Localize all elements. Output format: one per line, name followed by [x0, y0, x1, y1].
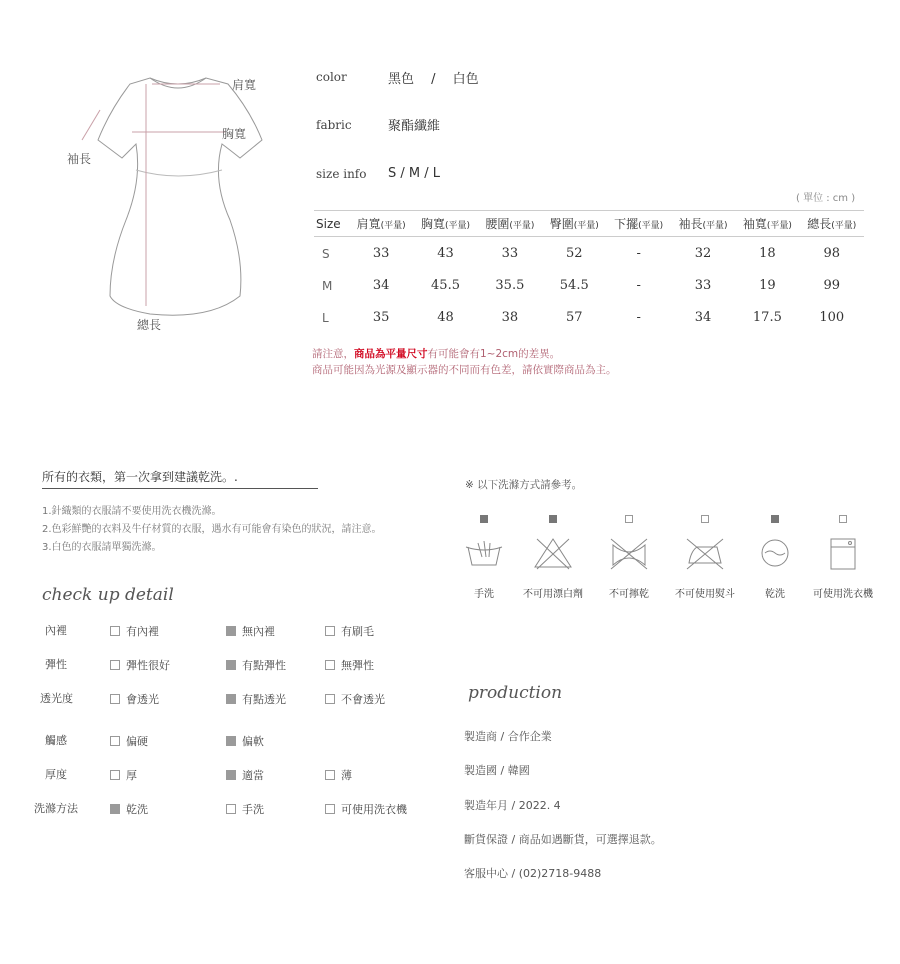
- checked-box-icon: [226, 660, 236, 670]
- table-cell: -: [636, 246, 641, 261]
- check-row-label: 透光度: [40, 692, 73, 705]
- wash-advice-title: 所有的衣類，第一次拿到建議乾洗。.: [42, 468, 318, 489]
- table-cell: 45.5: [431, 278, 460, 293]
- color-note: 商品可能因為光源及顯示器的不同而有色差，請依實際商品為主。: [312, 364, 617, 376]
- size-header: Size: [314, 211, 349, 237]
- care-item: [444, 515, 524, 600]
- check-row-label: 內裡: [45, 624, 67, 637]
- table-cell: 57: [565, 310, 583, 325]
- color-value: 黑色 / 白色: [388, 72, 479, 87]
- production-maker: 製造商 / 合作企業: [464, 730, 552, 743]
- table-cell: 17.5: [752, 310, 782, 325]
- unchecked-box-icon: [839, 515, 847, 523]
- table-cell: 100: [819, 310, 845, 325]
- shoulder-label: 肩寬: [232, 78, 257, 92]
- production-title: production: [468, 683, 563, 703]
- check-option: [226, 691, 286, 707]
- check-option-label: 偏軟: [242, 735, 264, 748]
- size-info-value: S / M / L: [388, 166, 440, 181]
- table-cell: -: [636, 278, 641, 293]
- checked-box-icon: [549, 515, 557, 523]
- checked-box-icon: [226, 626, 236, 636]
- table-cell: 48: [437, 310, 454, 325]
- check-option: [325, 767, 352, 783]
- check-option: [110, 767, 137, 783]
- unchecked-box-icon: [325, 804, 335, 814]
- header-chest: 胸寬(平量): [413, 211, 477, 237]
- wash-tip: 1.針織類的衣服請不要使用洗衣機洗滌。: [42, 506, 222, 517]
- check-option: [325, 691, 385, 707]
- header-waist: 腰圍(平量): [478, 211, 542, 237]
- production-service: 客服中心 / (02)2718-9488: [464, 867, 602, 880]
- size-table-header: [314, 211, 864, 237]
- production-country: 製造國 / 韓國: [464, 764, 530, 777]
- unchecked-box-icon: [226, 804, 236, 814]
- care-label: 手洗: [474, 589, 494, 600]
- check-option: [226, 733, 264, 749]
- check-up-title: check up detail: [42, 585, 174, 605]
- checked-box-icon: [226, 770, 236, 780]
- check-row-label: 厚度: [45, 768, 67, 781]
- table-cell: 33: [372, 246, 390, 261]
- check-option-label: 無內裡: [242, 625, 275, 638]
- chest-label: 胸寬: [222, 127, 247, 141]
- care-label: 乾洗: [765, 589, 785, 600]
- unchecked-box-icon: [325, 626, 335, 636]
- table-cell: 34: [694, 310, 712, 325]
- check-option: [110, 657, 170, 673]
- dress-diagram: [60, 70, 300, 340]
- care-item: [589, 515, 669, 600]
- check-option: [226, 767, 264, 783]
- table-cell: 33: [501, 246, 519, 261]
- production-guarantee: 斷貨保證 / 商品如遇斷貨，可選擇退款。: [464, 833, 662, 846]
- unchecked-box-icon: [325, 660, 335, 670]
- dry-clean-icon: [753, 535, 797, 573]
- care-label: 不可用漂白劑: [523, 589, 583, 600]
- check-row-label: 觸感: [45, 734, 67, 747]
- check-option-label: 無彈性: [341, 659, 374, 672]
- check-option-label: 會透光: [126, 693, 159, 706]
- check-option-label: 不會透光: [341, 693, 385, 706]
- check-option-label: 可使用洗衣機: [341, 803, 407, 816]
- size-info-label: size info: [316, 167, 367, 181]
- check-option: [325, 623, 374, 639]
- care-label: 不可使用熨斗: [675, 589, 735, 600]
- no-bleach-icon: [531, 535, 575, 573]
- care-label: 不可擰乾: [609, 589, 649, 600]
- header-sleeve-width: 袖寬(平量): [735, 211, 799, 237]
- checked-box-icon: [480, 515, 488, 523]
- table-cell: 34: [372, 278, 390, 293]
- table-cell: 33: [694, 278, 712, 293]
- unchecked-box-icon: [110, 660, 120, 670]
- check-option: [110, 733, 148, 749]
- care-item: [665, 515, 745, 600]
- check-option-label: 彈性很好: [126, 659, 170, 672]
- no-wring-icon: [607, 535, 651, 573]
- table-cell: 35: [372, 310, 390, 325]
- unit-note: ( 單位 : cm ): [796, 193, 856, 204]
- table-cell: 19: [759, 278, 776, 293]
- table-row: [314, 237, 864, 270]
- check-row-label: 洗滌方法: [34, 802, 78, 815]
- header-total-length: 總長(平量): [800, 211, 864, 237]
- table-cell: 54.5: [559, 278, 589, 293]
- check-option-label: 有點透光: [242, 693, 286, 706]
- size-note: 請注意，商品為平量尺寸有可能會有1~2cm的差異。: [312, 348, 561, 360]
- wash-tip: 3.白色的衣服請單獨洗滌。: [42, 542, 162, 553]
- fabric-label: fabric: [316, 118, 352, 132]
- check-option: [110, 691, 159, 707]
- unchecked-box-icon: [325, 770, 335, 780]
- check-option-label: 薄: [341, 769, 352, 782]
- care-reference-note: ※ 以下洗滌方式請參考。: [465, 479, 583, 491]
- size-cell: M: [322, 278, 333, 293]
- length-label: 總長: [137, 318, 162, 332]
- header-hem: 下擺(平量): [606, 211, 670, 237]
- wash-tip: 2.色彩鮮艷的衣料及牛仔材質的衣服，遇水有可能會有染色的狀況，請注意。: [42, 524, 382, 535]
- check-option: [325, 801, 407, 817]
- production-date: 製造年月 / 2022. 4: [464, 799, 561, 812]
- size-cell: S: [322, 246, 330, 261]
- color-label: color: [316, 70, 347, 84]
- checked-box-icon: [226, 736, 236, 746]
- check-option: [226, 801, 264, 817]
- table-row: [314, 301, 864, 333]
- table-row: [314, 269, 864, 301]
- check-option: [325, 657, 374, 673]
- care-item: [803, 515, 883, 600]
- size-cell: L: [322, 310, 329, 325]
- fabric-value: 聚酯纖維: [388, 119, 441, 134]
- sleeve-label: 袖長: [67, 152, 92, 166]
- size-table: [314, 210, 864, 333]
- check-option-label: 乾洗: [126, 803, 148, 816]
- header-hip: 臀圍(平量): [542, 211, 606, 237]
- table-cell: 98: [823, 246, 841, 261]
- check-option-label: 有刷毛: [341, 625, 374, 638]
- hand-wash-icon: [462, 535, 506, 573]
- care-item: [513, 515, 593, 600]
- check-option-label: 有內裡: [126, 625, 159, 638]
- table-cell: 35.5: [495, 278, 525, 293]
- check-option: [110, 623, 159, 639]
- unchecked-box-icon: [625, 515, 633, 523]
- table-cell: 99: [823, 278, 841, 293]
- checked-box-icon: [771, 515, 779, 523]
- unchecked-box-icon: [325, 694, 335, 704]
- header-shoulder: 肩寬(平量): [349, 211, 413, 237]
- unchecked-box-icon: [110, 694, 120, 704]
- check-option-label: 有點彈性: [242, 659, 286, 672]
- unchecked-box-icon: [110, 626, 120, 636]
- table-cell: 32: [694, 246, 712, 261]
- check-option: [226, 657, 286, 673]
- check-option: [110, 801, 148, 817]
- checked-box-icon: [226, 694, 236, 704]
- unchecked-box-icon: [110, 736, 120, 746]
- check-row-label: 彈性: [45, 658, 67, 671]
- table-cell: 52: [565, 246, 583, 261]
- care-label: 可使用洗衣機: [813, 589, 873, 600]
- table-cell: 18: [759, 246, 776, 261]
- washing-machine-icon: [821, 535, 865, 573]
- unchecked-box-icon: [701, 515, 709, 523]
- unchecked-box-icon: [110, 770, 120, 780]
- checked-box-icon: [110, 804, 120, 814]
- check-option-label: 手洗: [242, 803, 264, 816]
- table-cell: 38: [501, 310, 519, 325]
- check-option-label: 厚: [126, 769, 137, 782]
- no-iron-icon: [683, 535, 727, 573]
- table-cell: -: [636, 310, 641, 325]
- check-option: [226, 623, 275, 639]
- header-sleeve-length: 袖長(平量): [671, 211, 735, 237]
- check-option-label: 適當: [242, 769, 264, 782]
- table-cell: 43: [437, 246, 454, 261]
- check-option-label: 偏硬: [126, 735, 148, 748]
